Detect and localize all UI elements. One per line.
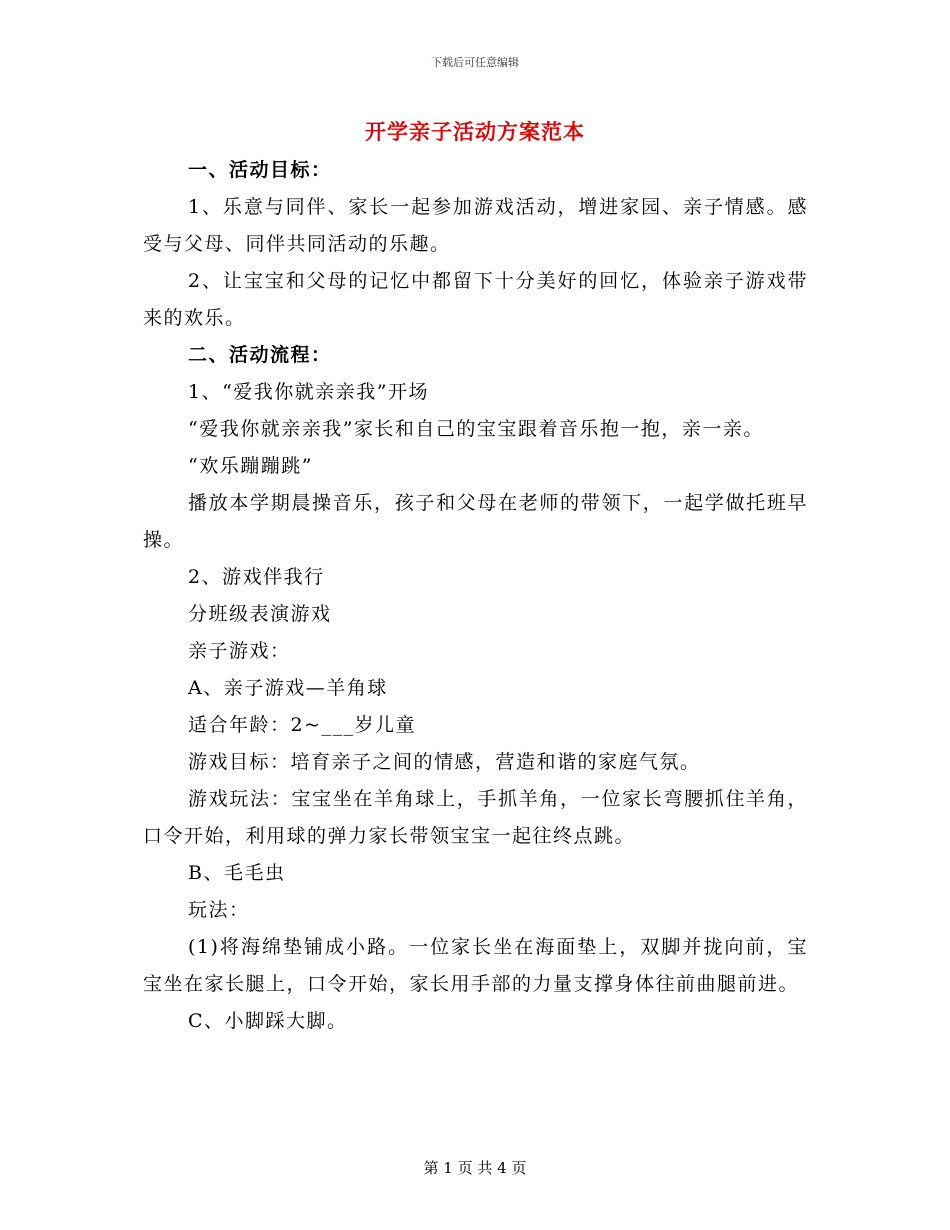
section-heading-process: 二、活动流程： xyxy=(188,344,332,366)
paragraph-game-a-goal: 游戏目标：培育亲子之间的情感，营造和谐的家庭气氛。 xyxy=(188,751,701,773)
paragraph-happy-jump: “欢乐蹦蹦跳” xyxy=(188,455,313,477)
paragraph-goal-1: 1、乐意与同伴、家长一起参加游戏活动，增进家园、亲子情感。感受与父母、同伴共同活动的乐趣。 xyxy=(143,196,808,255)
paragraph-game-b-rules-label: 玩法： xyxy=(188,899,250,921)
section-heading-goals: 一、活动目标： xyxy=(188,159,332,181)
paragraph-game-a: A、亲子游戏—羊角球 xyxy=(188,677,388,699)
document-title: 开学亲子活动方案范本 xyxy=(365,119,585,144)
paragraph-game-b-rules: (1)将海绵垫铺成小路。一位家长坐在海面垫上，双脚并拢向前，宝宝坐在家长腿上，口令开始，家长用手部的力量支撑身体往前曲腿前进。 xyxy=(143,936,808,995)
header-note: 下载后可任意编辑 xyxy=(431,56,519,69)
paragraph-parent-child-games: 亲子游戏： xyxy=(188,640,291,662)
document-body xyxy=(143,152,808,1040)
paragraph-game-b: B、毛毛虫 xyxy=(188,862,286,884)
page-number: 第 1 页 共 4 页 xyxy=(423,1159,527,1177)
paragraph-game-a-rules: 游戏玩法：宝宝坐在羊角球上，手抓羊角，一位家长弯腰抓住羊角，口令开始，利用球的弹力家长带领宝宝一起往终点跳。 xyxy=(143,788,808,847)
paragraph-morning-exercise: 播放本学期晨操音乐，孩子和父母在老师的带领下，一起学做托班早操。 xyxy=(143,492,808,551)
paragraph-step-1-desc: “爱我你就亲亲我”家长和自己的宝宝跟着音乐抱一抱，亲一亲。 xyxy=(188,418,764,440)
paragraph-class-games: 分班级表演游戏 xyxy=(188,603,332,625)
paragraph-goal-2: 2、让宝宝和父母的记忆中都留下十分美好的回忆，体验亲子游戏带来的欢乐。 xyxy=(143,270,808,329)
paragraph-step-2: 2、游戏伴我行 xyxy=(188,566,325,588)
paragraph-step-1: 1、“爱我你就亲亲我”开场 xyxy=(188,381,430,403)
paragraph-game-a-age: 适合年龄：2~___岁儿童 xyxy=(188,714,417,736)
paragraph-game-c: C、小脚踩大脚。 xyxy=(188,1010,348,1032)
